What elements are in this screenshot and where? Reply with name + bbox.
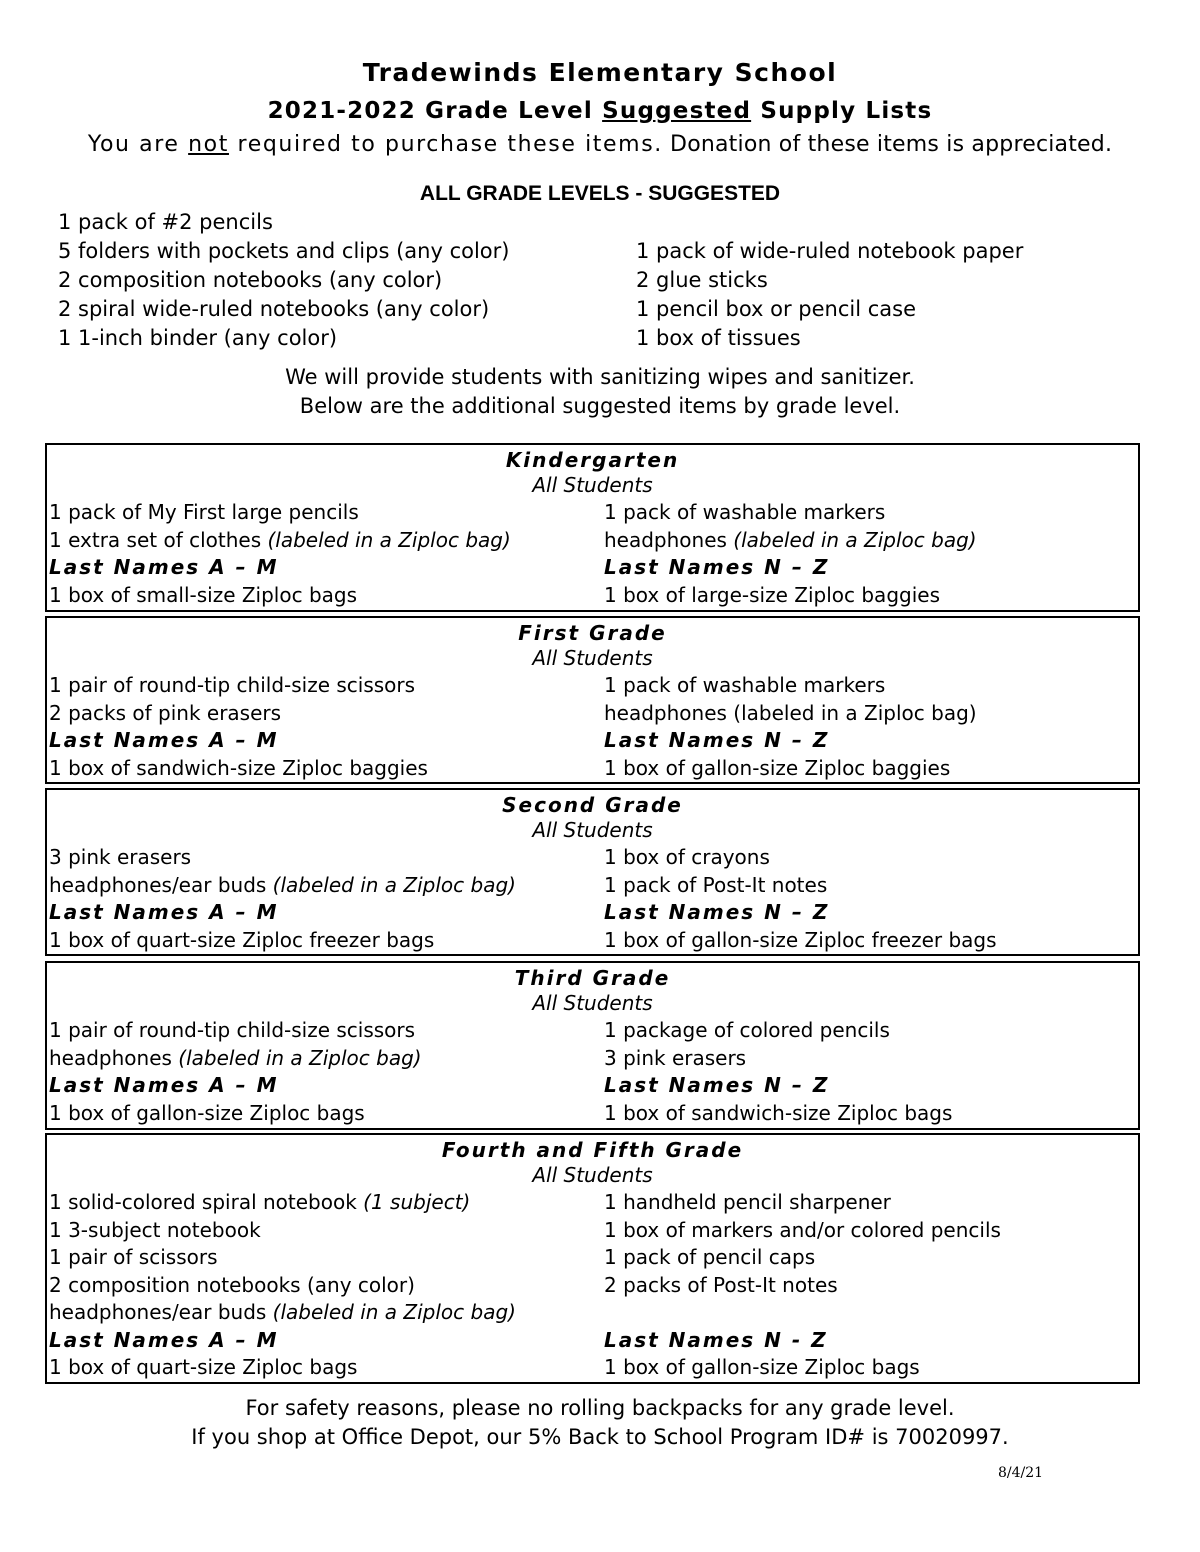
list-title: [0, 98, 1200, 124]
last-names-heading: Last Names N – Z: [604, 555, 830, 579]
grade-subtitle: All Students: [532, 473, 653, 497]
grade-box-fourth-fifth: [45, 1133, 1140, 1384]
grade-subtitle: All Students: [532, 646, 653, 670]
right-column: [604, 1017, 1134, 1127]
list-item: 1 box of gallon-size Ziploc bags: [604, 1355, 920, 1379]
grade-box-third: [45, 961, 1140, 1130]
list-item: 1 pack of washable markers: [604, 673, 886, 697]
grade-title: Kindergarten: [505, 448, 680, 472]
subtitle-prefix: You are: [87, 132, 189, 157]
list-title-underlined: Suggested: [602, 98, 752, 124]
list-item: 1 pack of pencil caps: [604, 1245, 816, 1269]
list-item: 1 pair of round-tip child-size scissors: [49, 1018, 416, 1042]
last-names-heading: Last Names N - Z: [604, 1327, 828, 1352]
left-column: [49, 1189, 599, 1382]
left-column: [49, 844, 599, 954]
grade-title: Second Grade: [502, 793, 683, 817]
subtitle-suffix: Donation of these items is appreciated.: [662, 132, 1113, 157]
list-item: 1 pack of washable markers: [604, 500, 886, 524]
grade-title: Fourth and Fifth Grade: [441, 1138, 744, 1162]
list-item: 1 box of crayons: [604, 845, 770, 869]
left-column: [49, 672, 599, 782]
school-name: Tradewinds Elementary School: [362, 58, 838, 87]
list-title-prefix: 2021-2022 Grade Level: [267, 98, 603, 124]
list-item: 1 pair of scissors: [49, 1245, 218, 1269]
list-item: 1 box of small-size Ziploc bags: [49, 582, 358, 607]
grade-box-first: [45, 616, 1140, 784]
list-item: 1 box of sandwich-size Ziploc baggies: [49, 755, 428, 780]
last-names-heading: Last Names N – Z: [604, 900, 830, 924]
additional-items-note: Below are the additional suggested items by grade level.: [299, 394, 901, 418]
all-grades-right-list: [636, 237, 1023, 353]
subtitle-middle: required to purchase these items.: [228, 132, 663, 157]
list-item: 1 package of colored pencils: [604, 1018, 890, 1042]
list-item: 1 box of sandwich-size Ziploc bags: [604, 1100, 953, 1125]
list-item: 1 3-subject notebook: [49, 1217, 261, 1242]
grade-subtitle: All Students: [532, 1163, 653, 1187]
list-item: headphones/ear buds (labeled in a Ziploc bag): [49, 872, 516, 897]
last-names-heading: Last Names N – Z: [604, 1073, 830, 1097]
grade-title: Third Grade: [514, 966, 671, 990]
all-grades-left-list: [58, 208, 509, 353]
list-item: 1 extra set of clothes (labeled in a Ziploc bag): [49, 527, 511, 552]
right-column: [604, 499, 1134, 609]
list-item: 1 box of large-size Ziploc baggies: [604, 582, 940, 607]
list-item: 2 composition notebooks (any color): [49, 1272, 415, 1297]
list-item: 1 pack of Post-It notes: [604, 872, 828, 897]
document-date: 8/4/21: [998, 1465, 1044, 1481]
grade-box-second: [45, 788, 1140, 956]
grade-subtitle: All Students: [532, 991, 653, 1015]
last-names-heading: Last Names N – Z: [604, 728, 830, 752]
list-item: 1 box of gallon-size Ziploc bags: [49, 1100, 365, 1125]
sanitizer-note: We will provide students with sanitizing wipes and sanitizer.: [285, 365, 915, 389]
last-names-heading: Last Names A – M: [49, 900, 279, 924]
list-item: 1 box of gallon-size Ziploc baggies: [604, 755, 951, 780]
list-item: headphones (labeled in a Ziploc bag): [604, 700, 977, 725]
last-names-heading: Last Names A – M: [49, 728, 279, 752]
list-item: headphones (labeled in a Ziploc bag): [49, 1045, 422, 1070]
list-item: 2 spiral wide-ruled notebooks (any color): [58, 297, 490, 321]
list-item: 3 pink erasers: [49, 845, 192, 869]
safety-note: For safety reasons, please no rolling backpacks for any grade level.: [245, 1396, 955, 1420]
list-item: 1 box of gallon-size Ziploc freezer bags: [604, 927, 997, 952]
list-item: 1 pair of round-tip child-size scissors: [49, 673, 416, 697]
list-title-suffix: Supply Lists: [751, 98, 933, 124]
list-item: headphones/ear buds (labeled in a Ziploc bag): [49, 1300, 516, 1324]
last-names-heading: Last Names A – M: [49, 555, 279, 579]
list-item: 1 box of quart-size Ziploc freezer bags: [49, 927, 435, 952]
blank-row: [604, 1299, 1134, 1327]
list-item: 1 box of tissues: [636, 326, 801, 350]
left-column: [49, 499, 599, 609]
grade-title: First Grade: [518, 621, 667, 645]
right-column: [604, 844, 1134, 954]
office-depot-note: If you shop at Office Depot, our 5% Back to School Program ID# is 70020997.: [191, 1425, 1009, 1449]
list-item: 1 box of markers and/or colored pencils: [604, 1217, 1001, 1242]
grade-box-kindergarten: [45, 443, 1140, 612]
all-grades-heading: ALL GRADE LEVELS - SUGGESTED: [419, 182, 781, 205]
list-item: 2 packs of Post-It notes: [604, 1272, 838, 1297]
left-column: [49, 1017, 599, 1127]
list-item: 1 pack of My First large pencils: [49, 500, 359, 524]
right-column: [604, 1189, 1134, 1382]
list-item: headphones (labeled in a Ziploc bag): [604, 527, 977, 552]
list-item: 1 pack of wide-ruled notebook paper: [636, 239, 1024, 263]
list-item: 1 box of quart-size Ziploc bags: [49, 1355, 358, 1379]
list-item: 1 solid-colored spiral notebook (1 subject): [49, 1190, 471, 1214]
list-item: 1 pack of #2 pencils: [58, 210, 273, 234]
list-item: 5 folders with pockets and clips (any color): [58, 239, 510, 263]
right-column: [604, 672, 1134, 782]
list-item: 2 composition notebooks (any color): [58, 268, 443, 292]
list-item: 2 packs of pink erasers: [49, 700, 282, 725]
list-item: 2 glue sticks: [636, 268, 768, 292]
list-item: 3 pink erasers: [604, 1045, 747, 1070]
grade-subtitle: All Students: [532, 818, 653, 842]
purchase-disclaimer: [0, 132, 1200, 157]
last-names-heading: Last Names A – M: [49, 1073, 279, 1097]
subtitle-underlined: not: [188, 132, 229, 157]
list-item: 1 1-inch binder (any color): [58, 326, 338, 350]
list-item: 1 handheld pencil sharpener: [604, 1190, 891, 1214]
last-names-heading: Last Names A – M: [49, 1327, 279, 1352]
list-item: 1 pencil box or pencil case: [636, 297, 917, 321]
